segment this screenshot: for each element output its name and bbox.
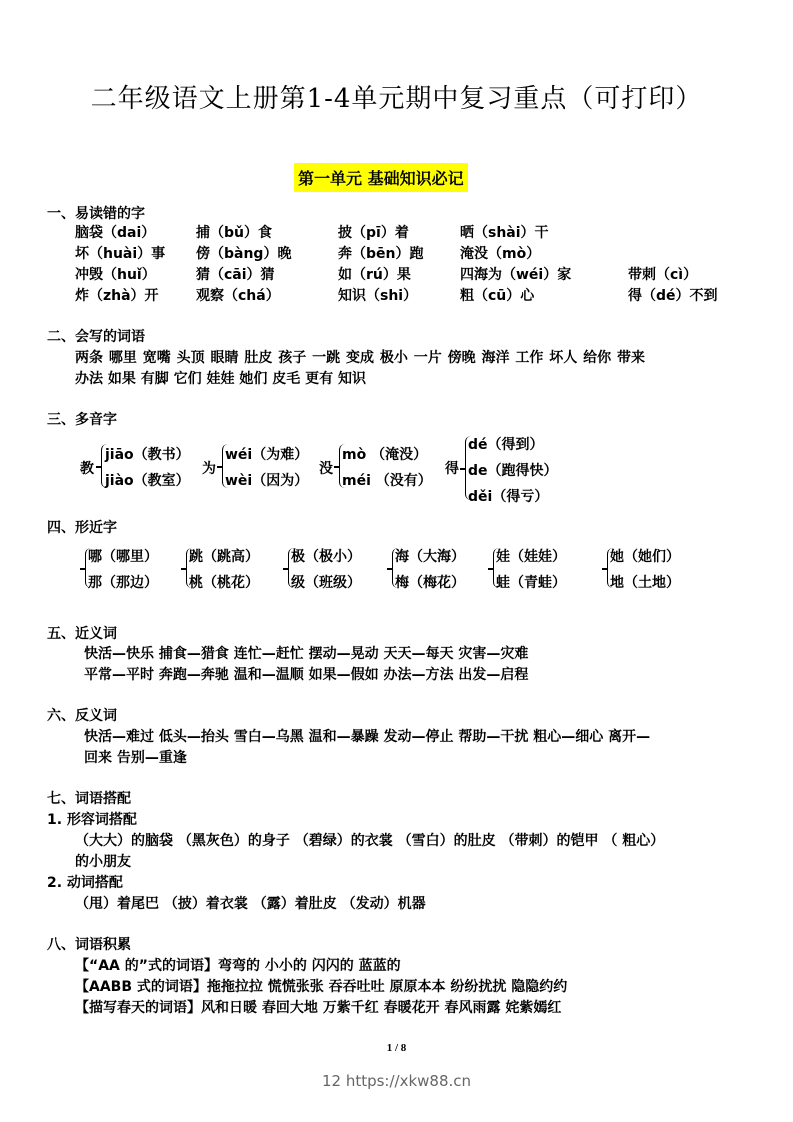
word-item: 知识（shi） xyxy=(338,288,418,304)
section-7-heading: 七、词语搭配 xyxy=(47,791,131,807)
word-line: 回来 告别—重逢 xyxy=(84,750,187,766)
reading: jiāo（教书） xyxy=(105,447,190,463)
word-line: 快活—快乐 捕食—猎食 连忙—赶忙 摆动—晃动 天天—每天 灾害—灾难 xyxy=(84,646,529,662)
word-line: 【AABB 式的词语】拖拖拉拉 慌慌张张 吞吞吐吐 原原本本 纷纷扰扰 隐隐约约 xyxy=(75,979,568,995)
section-5-heading: 五、近义词 xyxy=(47,626,117,642)
polyphone-char: 没 xyxy=(319,461,333,477)
word-line: 【描写春天的词语】风和日暖 春回大地 万紫千红 春暖花开 春风雨露 姹紫嫣红 xyxy=(75,1000,562,1016)
word-item: 捕（bǔ）食 xyxy=(196,225,272,241)
similar-char: 蛙（青蛙） xyxy=(496,575,566,591)
section-2-heading: 二、会写的词语 xyxy=(47,329,145,345)
section-6-heading: 六、反义词 xyxy=(47,708,117,724)
polyphone-char: 为 xyxy=(202,461,216,477)
polyphone-char: 教 xyxy=(80,461,94,477)
word-item: 披（pī）着 xyxy=(338,225,409,241)
word-item: 奔（bēn）跑 xyxy=(338,246,424,262)
word-item: 猜（cāi）猜 xyxy=(196,267,275,283)
word-item: 带刺（cì） xyxy=(628,267,698,283)
word-item: 炸（zhà）开 xyxy=(75,288,159,304)
similar-char: 娃（娃娃） xyxy=(496,549,566,565)
word-line: 的小朋友 xyxy=(75,854,131,870)
word-item: 观察（chá） xyxy=(196,288,280,304)
section-3-heading: 三、多音字 xyxy=(47,412,117,428)
reading: dé（得到） xyxy=(468,437,544,453)
subsection-heading: 1. 形容词搭配 xyxy=(47,812,137,828)
word-line: 两条 哪里 宽嘴 头顶 眼睛 肚皮 孩子 一跳 变成 极小 一片 傍晚 海洋 工作 坏人 给你 带来 xyxy=(75,350,645,366)
unit-heading: 第一单元 基础知识必记 xyxy=(294,163,468,192)
word-item: 冲毁（huǐ） xyxy=(75,267,156,283)
reading: mò （淹没） xyxy=(342,447,428,463)
polyphone-char: 得 xyxy=(445,461,459,477)
word-item: 如（rú）果 xyxy=(338,267,411,283)
reading: de（跑得快） xyxy=(468,463,558,479)
word-line: 办法 如果 有脚 它们 娃娃 她们 皮毛 更有 知识 xyxy=(75,371,366,387)
reading: méi （没有） xyxy=(342,473,432,489)
watermark: 12 https://xkw88.cn xyxy=(321,1072,472,1090)
word-item: 四海为（wéi）家 xyxy=(460,267,572,283)
similar-char: 桃（桃花） xyxy=(189,575,259,591)
word-item: 坏（huài）事 xyxy=(75,246,166,262)
reading: wéi（为难） xyxy=(225,447,309,463)
word-line: （大大）的脑袋 （黑灰色）的身子 （碧绿）的衣裳 （雪白）的肚皮 （带刺）的铠甲 （ 粗心） xyxy=(75,833,665,849)
word-item: 脑袋（dai） xyxy=(75,225,156,241)
similar-char: 跳（跳高） xyxy=(189,549,259,565)
word-item: 得（dé）不到 xyxy=(628,288,718,304)
subsection-heading: 2. 动词搭配 xyxy=(47,875,123,891)
word-line: 【“AA 的”式的词语】弯弯的 小小的 闪闪的 蓝蓝的 xyxy=(75,958,401,974)
similar-char: 地（土地） xyxy=(610,575,680,591)
word-item: 粗（cū）心 xyxy=(460,288,535,304)
word-line: 平常—平时 奔跑—奔驰 温和—温顺 如果—假如 办法—方法 出发—启程 xyxy=(84,667,529,683)
similar-char: 哪（哪里） xyxy=(88,549,158,565)
similar-char: 那（那边） xyxy=(88,575,158,591)
similar-char: 她（她们） xyxy=(610,549,680,565)
section-4-heading: 四、形近字 xyxy=(47,520,117,536)
page-number: 1 / 8 xyxy=(386,1042,407,1054)
word-line: （甩）着尾巴 （披）着衣裳 （露）着肚皮 （发动）机器 xyxy=(75,896,426,912)
similar-char: 极（极小） xyxy=(291,549,361,565)
reading: jiào（教室） xyxy=(105,473,190,489)
reading: děi（得亏） xyxy=(468,489,549,505)
word-line: 快活—难过 低头—抬头 雪白—乌黑 温和—暴躁 发动—停止 帮助—干扰 粗心—细心 离开— xyxy=(84,729,651,745)
similar-char: 级（班级） xyxy=(291,575,361,591)
page-title: 二年级语文上册第1-4单元期中复习重点（可打印） xyxy=(90,84,703,114)
reading: wèi（因为） xyxy=(225,473,309,489)
word-item: 傍（bàng）晚 xyxy=(196,246,292,262)
section-8-heading: 八、词语积累 xyxy=(47,937,131,953)
similar-char: 梅（梅花） xyxy=(395,575,465,591)
section-1-heading: 一、易读错的字 xyxy=(47,206,145,222)
word-item: 淹没（mò） xyxy=(460,246,541,262)
word-item: 晒（shài）干 xyxy=(460,225,549,241)
similar-char: 海（大海） xyxy=(395,549,465,565)
